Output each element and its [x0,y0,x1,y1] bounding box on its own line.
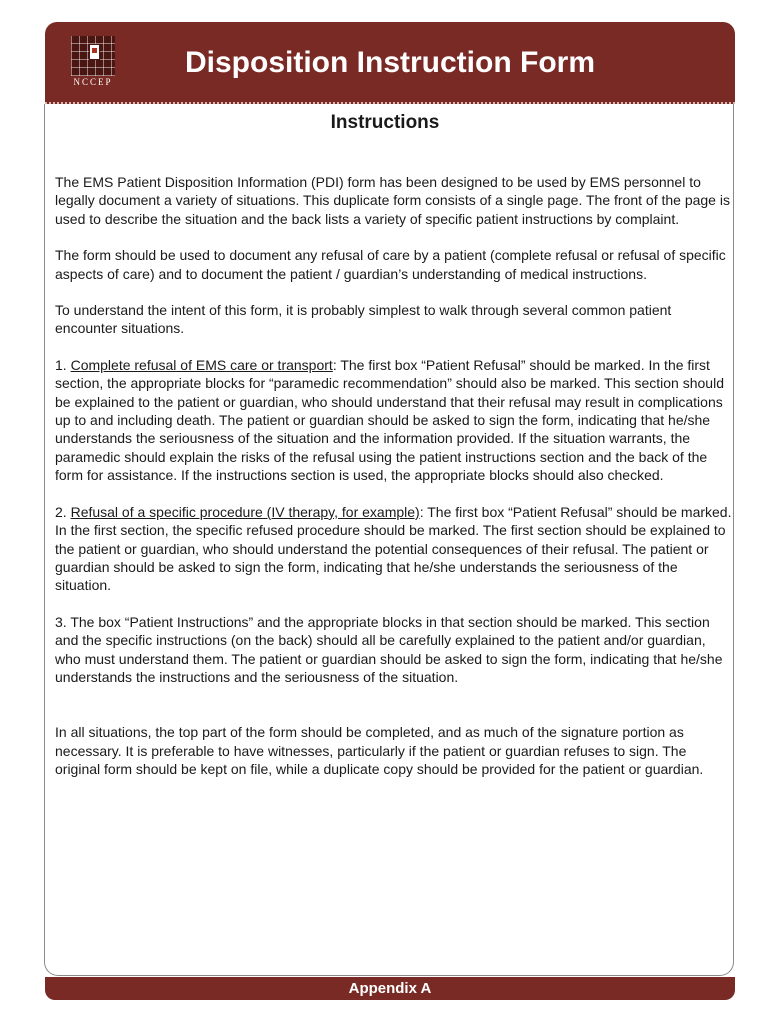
paragraph-usage: The form should be used to document any refusal of care by a patient (complete refusal or refusal of specific aspects of care) and to document the patient / guardian’s understanding of medical instructions. [55,247,726,282]
item-1-body: : The first box “Patient Refusal” should be marked. In the first section, the appropriate blocks for “paramedic recommendation” should also be marked. This section should be explained to the patient or guardian, who should understand that their refusal may result in complications up to and including death. The patient or guardian should be asked to sign the form, indicating that he/she understands the seriousness of the situation and the information provided. If the situation warrants, the paramedic should explain the risks of the refusal using the patient instructions section and the back of the form for assistance. If the instructions section is used, the appropriate blocks should also checked. [55,356,724,484]
item-2-number: 2. [55,503,71,520]
instructions-heading: Instructions [330,112,440,133]
instructions-body [55,173,735,779]
footer-banner [45,977,735,1000]
item-1-number: 1. [55,356,71,373]
form-title: Disposition Instruction Form [185,46,595,79]
paragraph-item-3: 3. The box “Patient Instructions” and the appropriate blocks in that section should be marked. This section and the specific instructions (on the back) should all be carefully explained to the patient and/or guardian, who must understand them. The patient or guardian should be asked to sign the form, indicating that he/she understands the instructions and the seriousness of the situation. [55,613,723,685]
paragraph-understand: To understand the intent of this form, it is probably simplest to walk through several common patient encounter situations. [55,302,672,337]
paragraph-item-2 [55,503,735,595]
item-2-body: : The first box “Patient Refusal” should be marked. In the first section, the specific refused procedure should be marked. The first section should be explained to the patient or guardian, who should understand the potential consequences of their refusal. The patient or guardian should be asked to sign the form, indicating that he/she understands the seriousness of the situation. [55,503,732,594]
item-2-title: Refusal of a specific procedure (IV therapy, for example) [70,503,420,520]
item-1-title: Complete refusal of EMS care or transport [70,356,333,373]
header-banner [45,22,735,104]
paragraph-intro: The EMS Patient Disposition Information (PDI) form has been designed to be used by EMS personnel to legally document a variety of situations. This duplicate form consists of a single page. The front of the page is used to describe the situation and the back lists a variety of specific patient instructions by complaint. [55,174,730,227]
paragraph-item-1 [55,356,735,485]
appendix-label: Appendix A [348,980,432,997]
logo-text: NCCEP [73,77,113,87]
paragraph-closing: In all situations, the top part of the form should be completed, and as much of the signature portion as necessary. It is preferable to have witnesses, particularly if the patient or guardian refuses to sign. The original form should be kept on file, while a duplicate copy should be provided for the patient or guardian. [55,724,704,778]
